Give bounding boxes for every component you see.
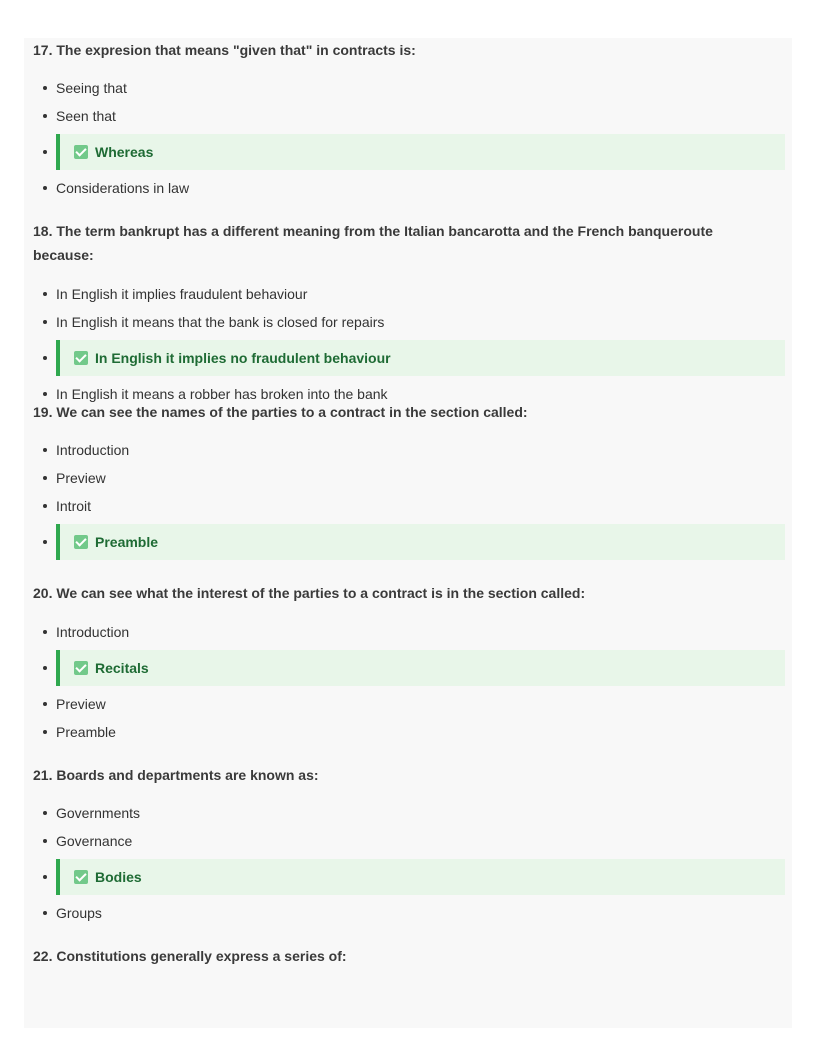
- option-item[interactable]: [41, 831, 792, 851]
- check-icon: [74, 351, 88, 365]
- option-text: In English it means a robber has broken into the bank: [56, 386, 388, 402]
- option-text: In English it means that the bank is closed for repairs: [56, 314, 385, 330]
- option-item[interactable]: [41, 440, 792, 460]
- option-item[interactable]: [41, 106, 792, 126]
- option-item[interactable]: [41, 722, 792, 742]
- option-text: Groups: [56, 905, 102, 921]
- question-text: 18. The term bankrupt has a different meaning from the Italian bancarotta and the French banqueroute because:: [33, 223, 713, 263]
- question-text: 21. Boards and departments are known as:: [33, 767, 319, 783]
- options-list: [24, 440, 792, 560]
- options-list: [24, 284, 792, 404]
- option-item[interactable]: [41, 903, 792, 923]
- question-text: 20. We can see what the interest of the parties to a contract is in the section called:: [33, 585, 586, 601]
- option-text: Introduction: [56, 442, 130, 458]
- correct-answer-box: [56, 650, 785, 686]
- option-text: Seeing that: [56, 80, 127, 96]
- correct-answer-box: [56, 340, 785, 376]
- option-text: Preamble: [56, 724, 116, 740]
- correct-answer-box: [56, 524, 785, 560]
- correct-answer-text: Whereas: [95, 144, 154, 160]
- option-text: Preview: [56, 696, 106, 712]
- option-text: Considerations in law: [56, 180, 190, 196]
- options-list: [24, 78, 792, 198]
- question-18: [24, 219, 792, 267]
- option-text: Preview: [56, 470, 106, 486]
- question-22: [24, 944, 792, 968]
- option-text: Introduction: [56, 624, 130, 640]
- question-19: [24, 400, 792, 424]
- correct-option[interactable]: [41, 340, 792, 376]
- option-item[interactable]: [41, 178, 792, 198]
- question-text: 17. The expresion that means "given that" in contracts is:: [33, 42, 416, 58]
- options-list: [24, 622, 792, 742]
- option-text: Introit: [56, 498, 92, 514]
- correct-answer-text: Bodies: [95, 869, 142, 885]
- check-icon: [74, 661, 88, 675]
- check-icon: [74, 870, 88, 884]
- correct-answer-box: [56, 859, 785, 895]
- question-text: 19. We can see the names of the parties to a contract in the section called:: [33, 404, 528, 420]
- correct-answer-text: In English it implies no fraudulent behaviour: [95, 350, 391, 366]
- option-item[interactable]: [41, 694, 792, 714]
- option-item[interactable]: [41, 78, 792, 98]
- option-item[interactable]: [41, 496, 792, 516]
- option-item[interactable]: [41, 468, 792, 488]
- option-text: In English it implies fraudulent behaviour: [56, 286, 308, 302]
- option-item[interactable]: [41, 312, 792, 332]
- correct-answer-text: Preamble: [95, 534, 159, 550]
- check-icon: [74, 535, 88, 549]
- correct-option[interactable]: [41, 650, 792, 686]
- options-list: [24, 803, 792, 923]
- question-21: [24, 763, 792, 787]
- correct-option[interactable]: [41, 859, 792, 895]
- option-item[interactable]: [41, 622, 792, 642]
- correct-answer-box: [56, 134, 785, 170]
- check-icon: [74, 145, 88, 159]
- question-text: 22. Constitutions generally express a series of:: [33, 948, 347, 964]
- question-17: [24, 38, 792, 62]
- correct-option[interactable]: [41, 134, 792, 170]
- option-item[interactable]: [41, 803, 792, 823]
- correct-option[interactable]: [41, 524, 792, 560]
- option-text: Governance: [56, 833, 133, 849]
- option-text: Seen that: [56, 108, 116, 124]
- quiz-sheet: [24, 38, 792, 1028]
- correct-answer-text: Recitals: [95, 660, 149, 676]
- option-item[interactable]: [41, 284, 792, 304]
- option-text: Governments: [56, 805, 141, 821]
- question-20: [24, 581, 792, 605]
